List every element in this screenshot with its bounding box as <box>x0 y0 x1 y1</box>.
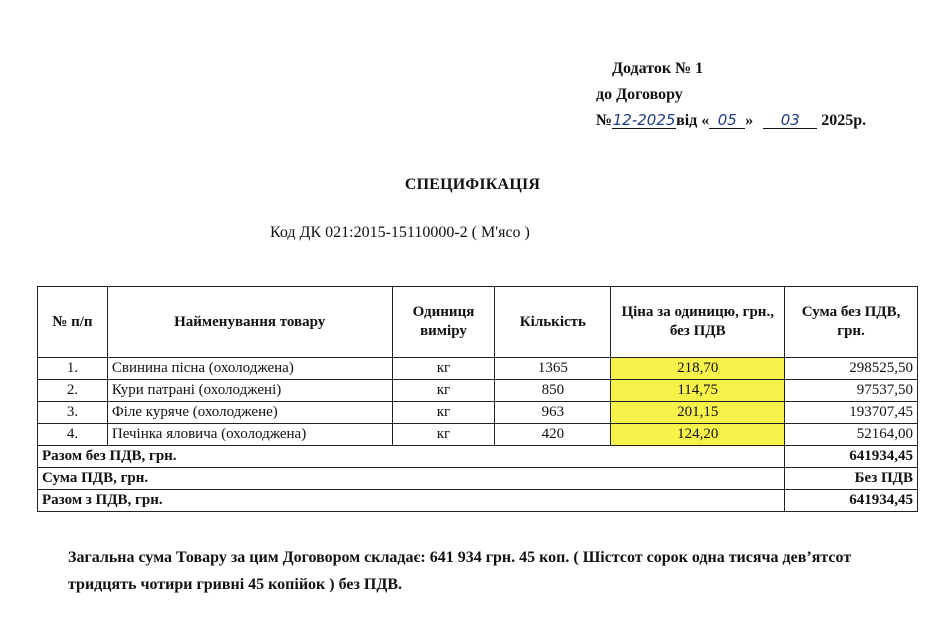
total-value: Без ПДВ <box>785 468 918 490</box>
unit: кг <box>392 380 495 402</box>
line-sum: 97537,50 <box>785 380 918 402</box>
contract-year: 2025р. <box>821 112 867 129</box>
line-sum: 193707,45 <box>785 402 918 424</box>
total-label: Разом без ПДВ, грн. <box>38 446 785 468</box>
total-row-net <box>38 446 918 468</box>
contract-day: 05 <box>709 112 745 129</box>
appendix-header <box>596 56 866 134</box>
col-header-price: Ціна за одиницю, грн., без ПДВ <box>611 287 785 358</box>
document-title: СПЕЦИФІКАЦІЯ <box>404 176 541 193</box>
number-sign: № <box>596 112 613 129</box>
row-number: 4. <box>38 424 108 446</box>
col-header-qty: Кількість <box>495 287 611 358</box>
quantity: 963 <box>495 402 611 424</box>
table-header-row <box>38 287 918 358</box>
total-value: 641934,45 <box>785 490 918 512</box>
line-sum: 52164,00 <box>785 424 918 446</box>
quote-close: » <box>745 112 754 129</box>
product-name: Філе куряче (охолоджене) <box>107 402 392 424</box>
total-value: 641934,45 <box>785 446 918 468</box>
total-label: Разом з ПДВ, грн. <box>38 490 785 512</box>
table-row <box>38 424 918 446</box>
product-name: Печінка яловича (охолоджена) <box>107 424 392 446</box>
unit: кг <box>392 358 495 380</box>
unit-price: 218,70 <box>611 358 785 380</box>
total-amount-statement: Загальна сума Товару за цим Договором складає: 641 934 грн. 45 коп. ( Шістсот сорок одна тисяча дев’ятсот тридцять чотири гривні 45 копійок ) без ПДВ. <box>68 549 852 593</box>
row-number: 1. <box>38 358 108 380</box>
table-row <box>38 402 918 424</box>
unit-price: 124,20 <box>611 424 785 446</box>
unit: кг <box>392 424 495 446</box>
col-header-unit: Одиниця виміру <box>392 287 495 358</box>
row-number: 2. <box>38 380 108 402</box>
total-row-gross <box>38 490 918 512</box>
col-header-number: № п/п <box>38 287 108 358</box>
table-row <box>38 380 918 402</box>
total-row-vat <box>38 468 918 490</box>
quantity: 850 <box>495 380 611 402</box>
contract-month: 03 <box>763 112 817 129</box>
total-label: Сума ПДВ, грн. <box>38 468 785 490</box>
product-name: Кури патрані (охолоджені) <box>107 380 392 402</box>
contract-number-line <box>596 108 866 134</box>
appendix-title: Додаток № 1 <box>612 60 704 77</box>
line-sum: 298525,50 <box>785 358 918 380</box>
row-number: 3. <box>38 402 108 424</box>
quantity: 1365 <box>495 358 611 380</box>
contract-reference: до Договору <box>596 86 683 103</box>
unit: кг <box>392 402 495 424</box>
cpv-code: Код ДК 021:2015-15110000-2 ( М'ясо ) <box>270 224 530 241</box>
col-header-name: Найменування товару <box>107 287 392 358</box>
quantity: 420 <box>495 424 611 446</box>
from-label: від « <box>676 112 710 129</box>
table-row <box>38 358 918 380</box>
product-name: Свинина пісна (охолоджена) <box>107 358 392 380</box>
specification-table <box>37 286 918 512</box>
col-header-sum: Сума без ПДВ, грн. <box>785 287 918 358</box>
unit-price: 201,15 <box>611 402 785 424</box>
unit-price: 114,75 <box>611 380 785 402</box>
contract-number: 12-2025 <box>612 111 676 129</box>
